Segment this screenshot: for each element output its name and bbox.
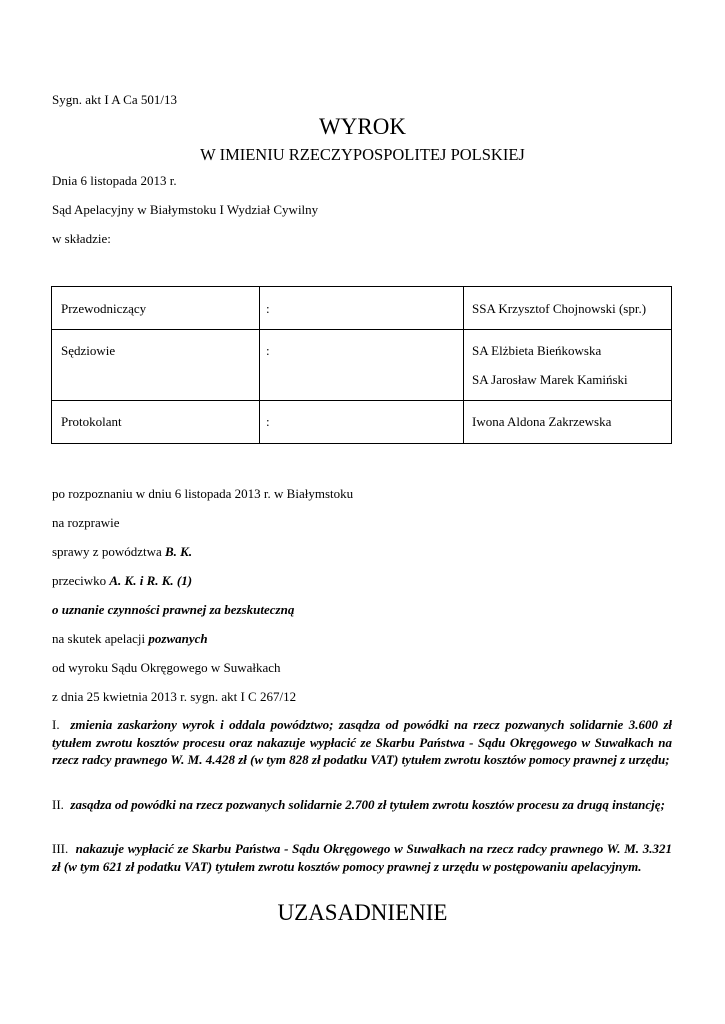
role-cell: Przewodniczący [61,301,147,316]
ruling-text: zmienia zaskarżony wyrok i oddala powództwo; zasądza od powódki na rzecz pozwanych solidarnie 3.600 zł tytułem zwrotu kosztów procesu oraz nakazuje wypłacić ze Skarbu Państwa - Sądu Okręgowego w Suwałkach na rzecz radcy prawnego W. M. 4.428 zł (w tym 828 zł podatku VAT) tytułem zwrotu kosztów pomocy prawnej z urzędu; [52,717,672,767]
claimant-line [52,544,192,560]
table-row [52,330,671,401]
ruling-text: zasądza od powódki na rzecz pozwanych solidarnie 2.700 zł tytułem zwrotu kosztów procesu za drugą instancję; [70,797,665,812]
defendants-names: A. K. i R. K. (1) [109,573,193,588]
hearing-line: na rozprawie [52,515,120,530]
judgment-date-line: z dnia 25 kwietnia 2013 r. sygn. akt I C 267/12 [52,689,297,704]
role-cell: Sędziowie [61,343,116,358]
claimant-name: B. K. [165,544,193,559]
name-cell: SA Jarosław Marek Kamiński [472,372,628,387]
ruling-paragraph [52,840,672,875]
ruling-paragraph [52,716,672,769]
justification-heading: UZASADNIENIE [277,900,448,925]
separator-cell: : [266,414,270,429]
defendants-line [52,573,192,589]
date-line: Dnia 6 listopada 2013 r. [52,173,177,188]
ruling-text: nakazuje wypłacić ze Skarbu Państwa - Sądu Okręgowego w Suwałkach na rzecz radcy prawnego W. M. 3.321 zł (w tym 621 zł podatku VAT) tytułem zwrotu kosztów pomocy prawnej z urzędu w postępowaniu apelacyjnym. [52,841,672,874]
appellant: pozwanych [148,631,208,646]
table-row [52,287,671,330]
case-signature: Sygn. akt I A Ca 501/13 [52,92,177,107]
defendants-prefix: przeciwko [52,573,110,588]
role-cell: Protokolant [61,414,122,429]
from-judgment-line: od wyroku Sądu Okręgowego w Suwałkach [52,660,281,675]
considered-line: po rozpoznaniu w dniu 6 listopada 2013 r. w Białymstoku [52,486,354,501]
ruling-paragraph [52,796,672,814]
appeal-line [52,631,208,647]
ruling-number: I. [52,717,60,732]
appeal-prefix: na skutek apelacji [52,631,149,646]
court-line: Sąd Apelacyjny w Białymstoku I Wydział Cywilny [52,202,319,217]
separator-cell: : [266,343,270,358]
separator-cell: : [266,301,270,316]
subject-line: o uznanie czynności prawnej za bezskuteczną [52,602,295,617]
name-cell: Iwona Aldona Zakrzewska [472,414,612,429]
document-title: WYROK [319,114,406,139]
name-cell: SA Elżbieta Bieńkowska [472,343,602,358]
ruling-number: III. [52,841,69,856]
claimant-prefix: sprawy z powództwa [52,544,165,559]
court-panel-table [51,286,672,444]
composition-label: w składzie: [52,231,111,246]
name-cell: SSA Krzysztof Chojnowski (spr.) [472,301,647,316]
ruling-number: II. [52,797,64,812]
document-subtitle: W IMIENIU RZECZYPOSPOLITEJ POLSKIEJ [200,145,525,164]
table-row [52,401,671,443]
